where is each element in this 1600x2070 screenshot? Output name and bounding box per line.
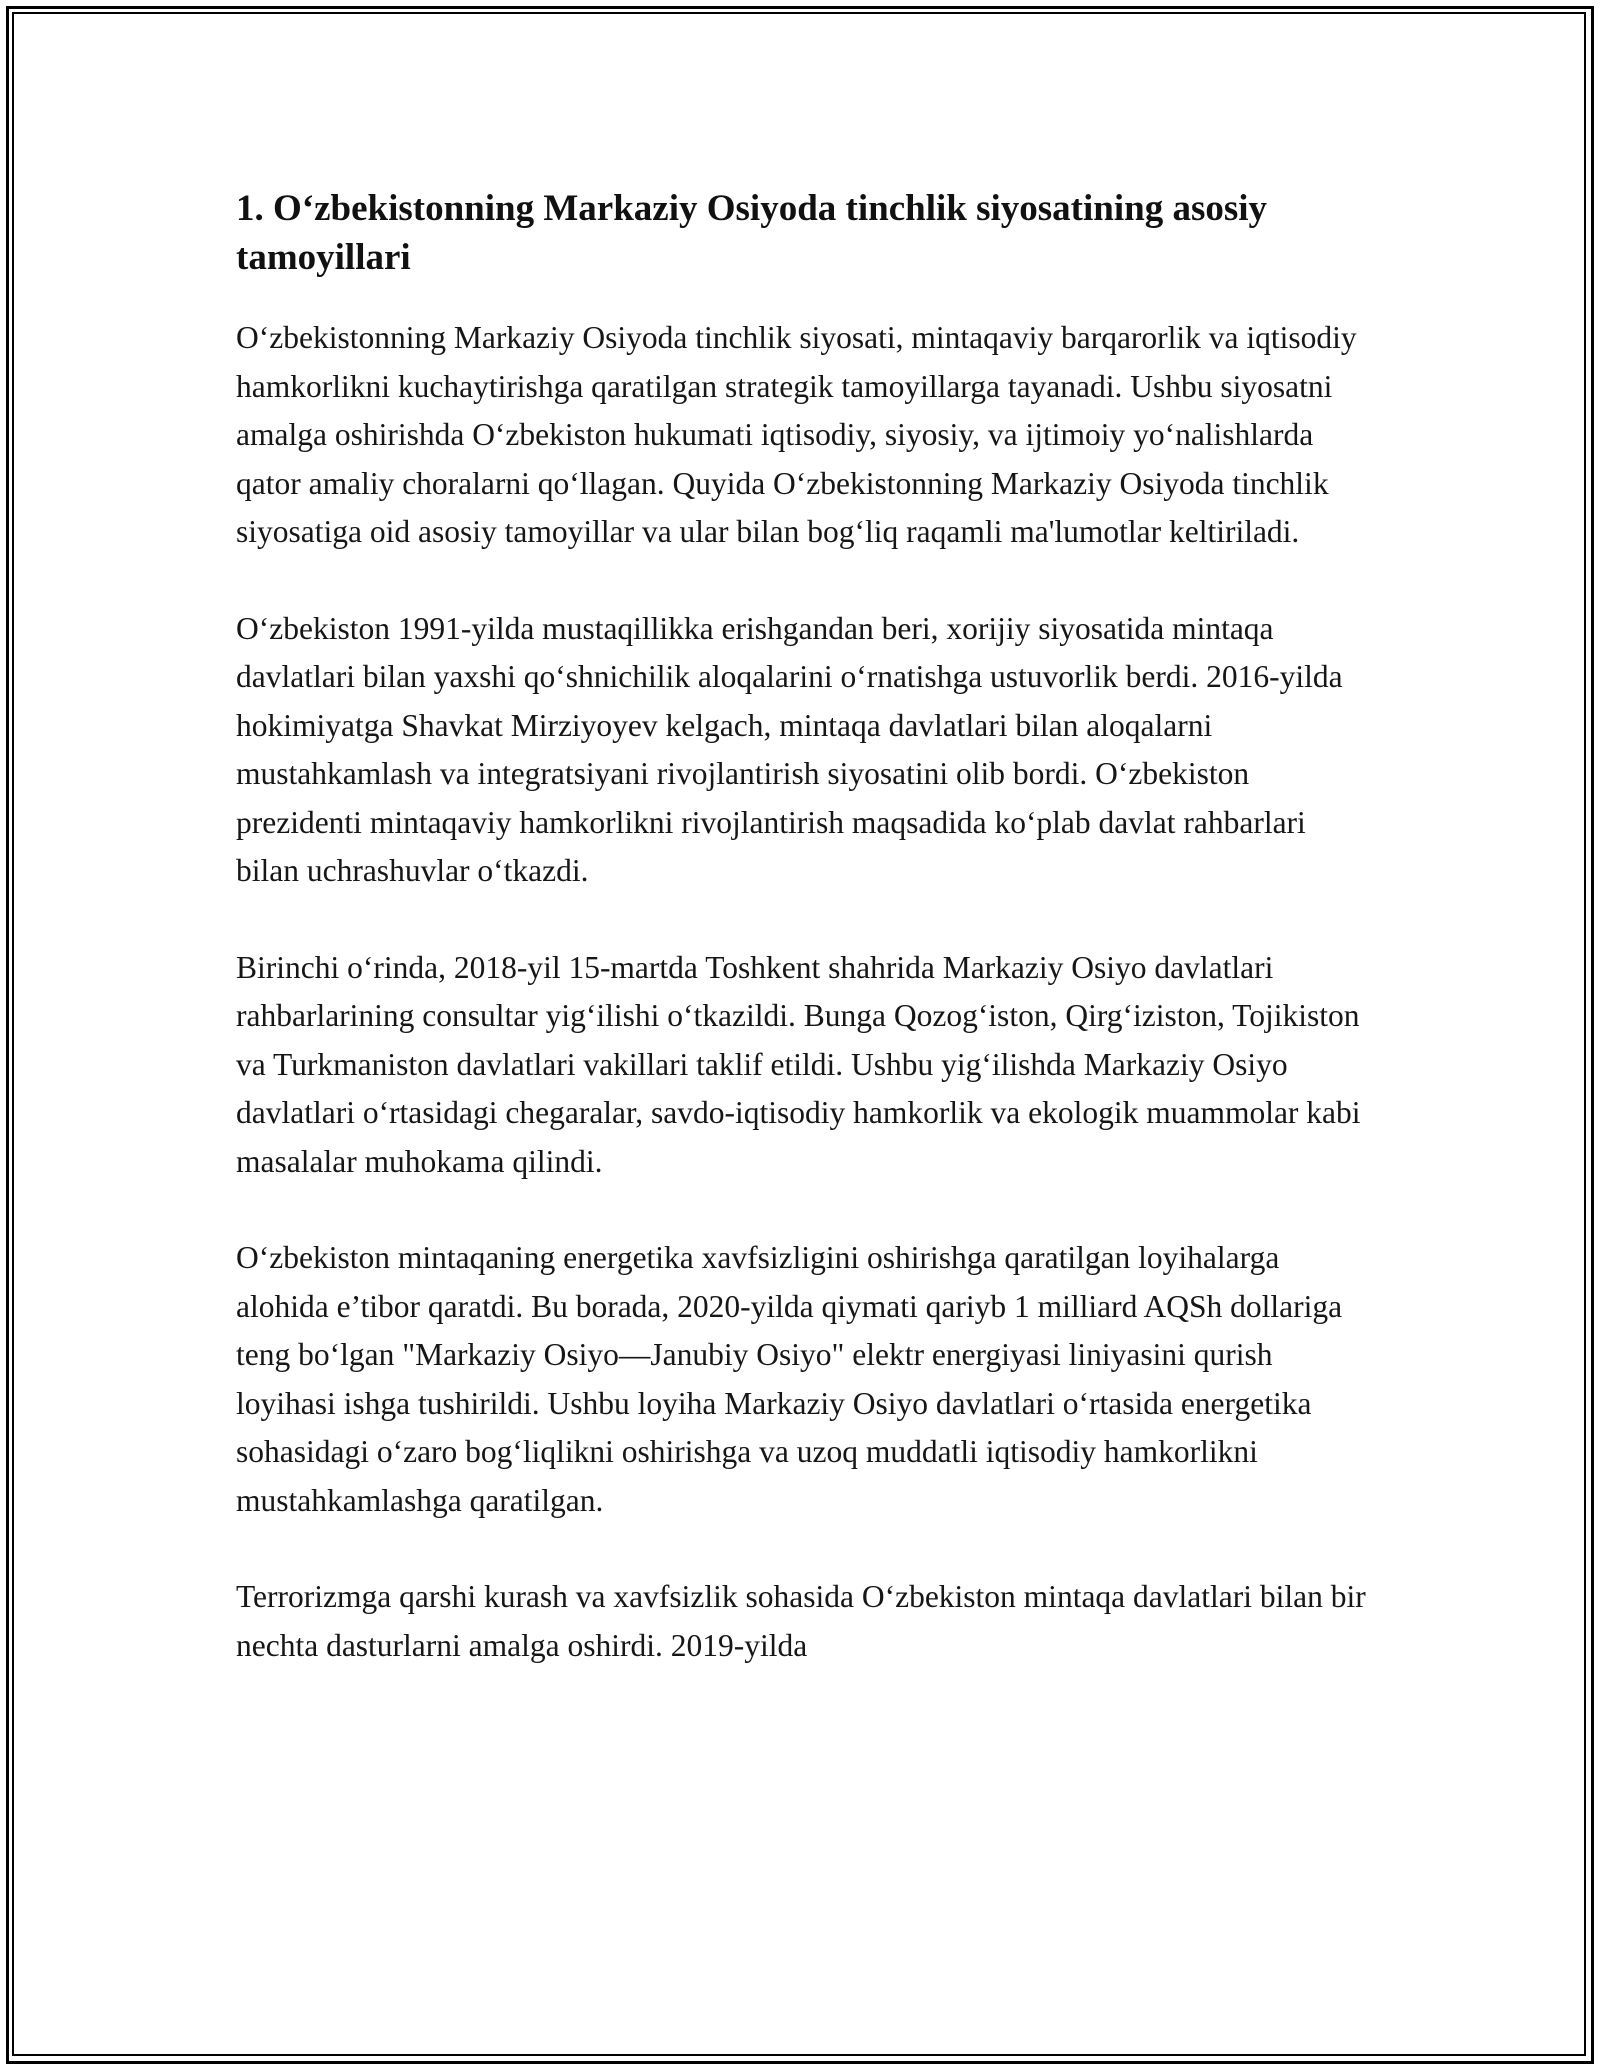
section-heading: 1. O‘zbekistonning Markaziy Osiyoda tinchlik siyosatining asosiy tamoyillari (236, 188, 1268, 278)
paragraph-intro: O‘zbekistonning Markaziy Osiyoda tinchlik siyosati, mintaqaviy barqarorlik va iqtisodiy hamkorlikni kuchaytirishga qaratilgan strategik tamoyillarga tayanadi. Ushbu siyosatni amalga oshirishda O‘zbekiston hukumati iqtisodiy, siyosiy, va ijtimoiy yo‘nalishlarda qator amaliy choralarni qo‘llagan. Quyida O‘zbekistonning Markaziy Osiyoda tinchlik siyosatiga oid asosiy tamoyillar va ular bilan bog‘liq raqamli ma'lumotlar keltiriladi. (236, 320, 1357, 549)
document-body (236, 184, 1366, 1718)
paragraph-summit: Birinchi o‘rinda, 2018-yil 15-martda Toshkent shahrida Markaziy Osiyo davlatlari rahbarlarining consultar yig‘ilishi o‘tkazildi. Bunga Qozog‘iston, Qirg‘iziston, Tojikiston va Turkmaniston davlatlari vakillari taklif etildi. Ushbu yig‘ilishda Markaziy Osiyo davlatlari o‘rtasidagi chegaralar, savdo-iqtisodiy hamkorlik va ekologik muammolar kabi masalalar muhokama qilindi. (236, 949, 1361, 1179)
paragraph-energy: O‘zbekiston mintaqaning energetika xavfsizligini oshirishga qaratilgan loyihalarga alohida e’tibor qaratdi. Bu borada, 2020-yilda qiymati qariyb 1 milliard AQSh dollariga teng bo‘lgan "Markaziy Osiyo—Janubiy Osiyo" elektr energiyasi liniyasini qurish loyihasi ishga tushirildi. Ushbu loyiha Markaziy Osiyo davlatlari o‘rtasida energetika sohasidagi o‘zaro bog‘liqlikni oshirishga va uzoq muddatli iqtisodiy hamkorlikni mustahkamlashga qaratilgan. (236, 1240, 1343, 1518)
paragraph-independence: O‘zbekiston 1991-yilda mustaqillikka erishgandan beri, xorijiy siyosatida mintaqa davlatlari bilan yaxshi qo‘shnichilik aloqalarini o‘rnatishga ustuvorlik berdi. 2016-yilda hokimiyatga Shavkat Mirziyoyev kelgach, mintaqa davlatlari bilan aloqalarni mustahkamlash va integratsiyani rivojlantirish siyosatini olib bordi. O‘zbekiston prezidenti mintaqaviy hamkorlikni rivojlantirish maqsadida ko‘plab davlat rahbarlari bilan uchrashuvlar o‘tkazdi. (236, 610, 1343, 888)
paragraph-security: Terrorizmga qarshi kurash va xavfsizlik sohasida O‘zbekiston mintaqa davlatlari bilan bir nechta dasturlarni amalga oshirdi. 2019-yilda (236, 1579, 1366, 1663)
